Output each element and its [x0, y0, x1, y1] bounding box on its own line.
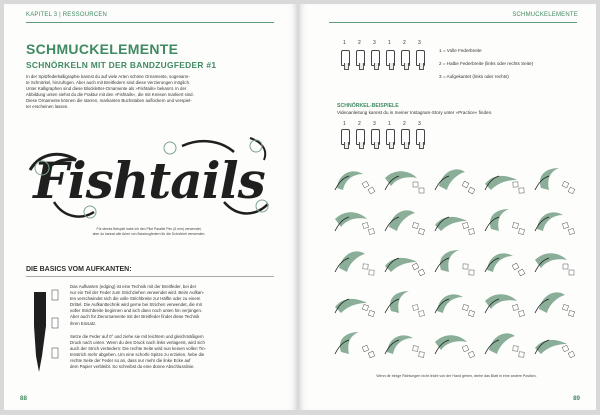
nib-icon: [418, 269, 425, 276]
nib-icon: [468, 228, 474, 234]
nib-icon: [513, 346, 518, 351]
flourish-example: [385, 171, 424, 193]
right-page: [299, 4, 596, 410]
nib-icon: [568, 310, 574, 316]
nib-icon: [371, 129, 380, 145]
flourish-example: [535, 212, 575, 234]
flourish-example: [485, 209, 525, 235]
flourish-example: [385, 291, 424, 316]
examples-text: Videoanleitung kannst du in meiner Instagram-Story unter »Practice« finden.: [337, 110, 493, 115]
nib-icon: [413, 346, 419, 352]
intro-line: Unter Kalligraphen sind diese Blockletter-Ornamente als »Fishtails« bekannt. In der: [26, 86, 187, 92]
nib-icon: [563, 264, 568, 269]
nib-icon: [469, 270, 474, 275]
flourish-example: [435, 217, 475, 235]
nib-number: 3: [418, 40, 421, 46]
nib-icon: [518, 228, 524, 234]
basics-line: voller Strichbreite beginnen und sich dann noch unten hin verjüngen.: [70, 308, 203, 314]
nib-icon: [362, 181, 369, 188]
flourish-example: [335, 171, 375, 194]
flourish-example: [535, 253, 574, 275]
flourish-examples-grid: [329, 164, 579, 369]
flourish-example: [435, 250, 474, 275]
caption-line: aber du kannst alle Arten von Bandzugfedern für die Schnörkel verwenden.: [92, 232, 206, 236]
section-header: SCHMUCKELEMENTE: [512, 12, 578, 18]
nib-icon: [418, 228, 424, 234]
basics-divider: [26, 276, 274, 277]
page-number: 89: [573, 395, 580, 402]
nib-icon: [562, 181, 569, 188]
nib-number: 2: [403, 121, 406, 127]
nib-number: 1: [343, 121, 346, 127]
nib-icon: [512, 263, 519, 270]
nib-icon: [419, 188, 424, 193]
nib-icon: [416, 50, 425, 66]
basics-line: Drittel. Die Aufkanttechnik wird gerne bei Strichen verwendet, die mit: [70, 302, 202, 308]
flourish-stroke: [437, 294, 463, 313]
page-title: SCHMUCKELEMENTE: [26, 41, 179, 57]
nib-icon: [369, 270, 374, 275]
nib-icon: [413, 305, 419, 311]
nib-icon: [468, 351, 475, 358]
nib-icon: [362, 345, 369, 352]
flourish-stroke: [537, 212, 563, 231]
flourish-example: [535, 168, 575, 194]
flourish-example: [335, 212, 374, 234]
legend-item: 3 = Aufgekantet (links oder rechts): [439, 74, 509, 79]
legend-item: 2 = Halbe Federbreite (links oder rechts Seite): [439, 61, 534, 66]
nib-icon: [462, 304, 468, 310]
hero-word: Fishtails: [33, 151, 265, 210]
nib-icon: [362, 304, 368, 310]
nib-icon: [368, 351, 375, 358]
nib-number: 3: [373, 40, 376, 46]
intro-line: Diese Ornamente können die starren, markanten Buchstaben auflockern und verspiel-: [26, 98, 192, 104]
nib-icon: [468, 310, 474, 316]
nib-icon: [368, 310, 374, 316]
flourish-example: [385, 210, 425, 234]
nib-icon: [52, 348, 58, 358]
nib-icon: [569, 270, 574, 275]
basics-paragraph-2: [70, 334, 282, 371]
nib-icon: [512, 222, 518, 228]
nib-number: 1: [388, 121, 391, 127]
flourish-stroke: [485, 294, 517, 309]
flourish-example: [485, 176, 524, 193]
nib-icon: [562, 222, 568, 228]
header-divider: [26, 22, 274, 23]
nib-icon: [356, 50, 365, 66]
page-subtitle: SCHNÖRKELN MIT DER BANDZUGFEDER #1: [26, 60, 217, 70]
basics-line: ihren Einsatz.: [70, 320, 97, 326]
nib-icon: [519, 311, 525, 317]
nib-number: 2: [403, 40, 406, 46]
nib-icon: [356, 129, 365, 145]
basics-paragraph: [70, 284, 282, 327]
nib-icon: [462, 222, 468, 228]
flourish-stroke: [387, 335, 413, 354]
nib-icon: [568, 351, 575, 358]
nib-icon: [518, 269, 525, 276]
nib-icon: [412, 222, 418, 228]
nib-icon: [413, 182, 418, 187]
chapter-header: KAPITEL 3 | RESSOURCEN: [26, 12, 108, 18]
basics-line: ten verschwindet sich die volle Strichbreite zur Hälfte oder zu einem: [70, 296, 201, 302]
nib-icon: [341, 50, 350, 66]
figure-caption: [54, 227, 244, 237]
nib-icon: [513, 182, 518, 187]
basics-line: Setze die Feder auf 0° und ziehe sie mit leichtem und gleichmäßigem: [70, 334, 204, 339]
nib-icon: [562, 304, 568, 310]
nib-icon: [519, 188, 524, 193]
basics-line: nur ein Teil der Feder zum Strichziehen verwendet wird. Beim Aufkan-: [70, 290, 205, 296]
flourish-stroke: [535, 253, 567, 268]
tip-note: Wenn dir einige Richtungen nicht leicht von der Hand gehen, drehe das Blatt in eine andere Position.: [376, 374, 537, 378]
flourish-example: [335, 251, 374, 275]
header-divider: [329, 22, 577, 23]
nib-icon: [401, 129, 410, 145]
basics-line: Aber auch für Zierornamente mit der Breitfeder findet diese Technik: [70, 314, 200, 320]
nib-icon: [416, 129, 425, 145]
nib-number: 1: [343, 40, 346, 46]
basics-line: Das Aufkanten (edging) ist eine Technik mit der Breitfeder, bei der: [70, 284, 197, 289]
nib-icon: [371, 50, 380, 66]
intro-line: Abbildung unten siehst du die Fraktur mit den »Fishtails«, die mit Kreisen markiert sind.: [26, 92, 194, 98]
flourish-example: [535, 292, 575, 316]
fishtails-calligraphy: [24, 132, 274, 224]
nib-icon: [519, 352, 524, 357]
caption-line: Für dieses Beispiel habe ich den Pilot Parallel Pen (6 mm) verwendet,: [96, 227, 202, 231]
nib-icon: [568, 228, 574, 234]
flourish-example: [335, 299, 375, 317]
legend-item: 1 = Volle Federbreite: [439, 48, 482, 53]
flourish-example: [535, 340, 575, 358]
nib-icon: [369, 229, 375, 235]
nib-icon: [363, 264, 368, 269]
basics-line: rechte Seite der Feder so an, dass nur mehr die linke Ecke auf: [70, 358, 191, 364]
flourish-stroke: [335, 212, 367, 227]
flourish-example: [435, 335, 475, 358]
basics-line: auch der Strich verändern: Die rechte Seite wird nun keinen vollen Tin-: [70, 346, 206, 352]
intro-line: In der Spitzfederkalligraphie kannst du auf viele Arten schöne Ornamente, sogenann-: [26, 74, 190, 79]
nib-icon: [368, 187, 375, 194]
nib-icon: [386, 129, 395, 145]
nib-icon: [419, 311, 425, 317]
intro-line: ter erscheinen lassen.: [26, 104, 69, 110]
nib-icon: [419, 352, 425, 358]
nib-icon: [463, 264, 468, 269]
edging-stroke: [34, 292, 46, 372]
basics-line: dem Papier verbleibt. So schreibst du eine dünne Abschlusslinie.: [70, 364, 195, 370]
flourish-example: [485, 333, 524, 357]
nib-icon: [562, 345, 569, 352]
flourish-example: [485, 253, 525, 276]
flourish-example: [435, 169, 475, 194]
basics-line: Druck nach unten. Wenn du den Druck nach links verlagerst, wird sich: [70, 340, 205, 346]
flourish-example: [485, 294, 524, 316]
nib-icon: [341, 129, 350, 145]
nib-icon: [52, 318, 58, 328]
examples-title: SCHNÖRKEL-BEISPIELE: [337, 103, 399, 109]
page-number: 88: [20, 395, 27, 402]
intro-paragraph: [26, 74, 278, 111]
flourish-example: [335, 332, 375, 358]
basics-heading: DIE BASICS VOM AUFKANTEN:: [26, 266, 132, 273]
nib-icon: [462, 181, 469, 188]
nib-number: 2: [358, 121, 361, 127]
flourish-stroke: [385, 171, 417, 186]
basics-line: tenstrich mehr abgeben. Um eine schorfe Spitze zu erzielen, hebe die: [70, 352, 205, 358]
nib-icon: [568, 187, 575, 194]
edging-illustration: [30, 286, 66, 376]
nib-number: 1: [388, 40, 391, 46]
nib-icon: [386, 50, 395, 66]
nib-number: 3: [373, 121, 376, 127]
flourish-example: [385, 258, 425, 276]
flourish-stroke: [487, 253, 513, 272]
flourish-example: [435, 294, 475, 316]
left-page: [4, 4, 297, 410]
nib-icon: [401, 50, 410, 66]
nib-icon: [412, 263, 419, 270]
nib-icon: [513, 305, 519, 311]
flourish-stroke: [337, 171, 363, 190]
flourish-example: [385, 335, 424, 357]
nib-number: 3: [418, 121, 421, 127]
nib-icon: [363, 223, 369, 229]
nib-icon: [52, 290, 58, 300]
nib-icon: [462, 345, 469, 352]
nib-icon: [468, 187, 475, 194]
nib-number: 2: [358, 40, 361, 46]
intro-line: te Schnörkel, hinzufügen. Aber auch mit Breitfedern sind diese Verzierungen möglich.: [26, 80, 191, 86]
